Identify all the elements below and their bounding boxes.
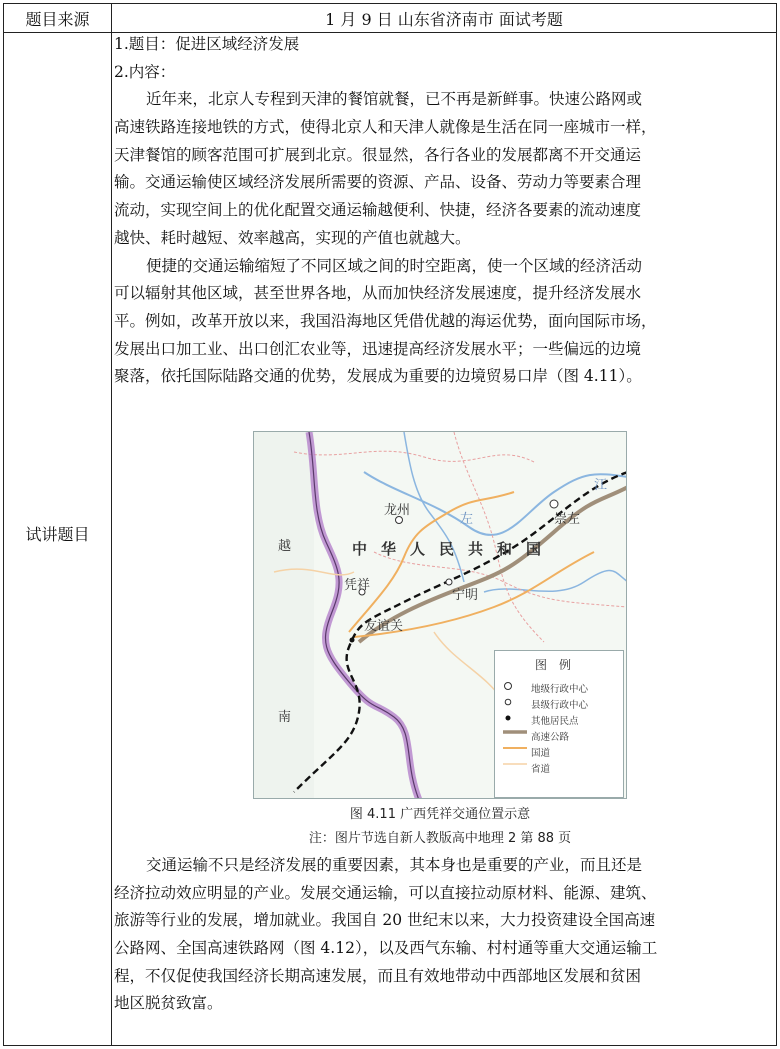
paragraph-line: 程，不仅促使我国经济长期高速发展，而且有效地带动中西部地区发展和贫困 (114, 966, 642, 985)
lecture-content (114, 31, 766, 391)
legend-title: 图例 (534, 658, 583, 672)
paragraph-line: 输。交通运输使区域经济发展所需要的资源、产品、设备、劳动力等要素合理 (114, 173, 642, 192)
vietnam-label-bottom: 南 (278, 710, 292, 725)
paragraph-line: 便捷的交通运输缩短了不同区域之间的时空距离，使一个区域的经济活动 (146, 256, 643, 275)
paragraph-line: 发展出口加工业、出口创汇农业等，迅速提高经济发展水平；一些偏远的边境 (114, 339, 642, 358)
legend-label: 县级行政中心 (531, 700, 589, 711)
legend-label: 地级行政中心 (531, 684, 589, 695)
place-longzhou: 龙州 (384, 503, 411, 518)
figure-note: 注：图片节选自新人教版高中地理 2 第 88 页 (308, 831, 572, 846)
country-label: 中华人民共和国 (352, 540, 556, 558)
legend-item (503, 697, 588, 711)
river-label-jiang: 江 (594, 478, 608, 493)
paragraph-line: 天津餐馆的顾客范围可扩展到北京。很显然，各行各业的发展都离不开交通运 (114, 145, 642, 164)
paragraph-line: 流动，实现空间上的优化配置交通运输越便利、快捷，经济各要素的流动速度 (114, 201, 642, 220)
legend-label: 其他居民点 (531, 716, 579, 727)
legend-item (503, 729, 569, 743)
legend-label: 省道 (531, 764, 551, 775)
place-chongzuo: 崇左 (554, 512, 581, 527)
paragraph-line: 公路网、全国高速铁路网（图 4.12），以及西气东输、村村通等重大交通运输工 (114, 939, 658, 958)
legend-label: 国道 (531, 748, 551, 759)
paragraph-line: 交通运输不只是经济发展的重要因素，其本身也是重要的产业，而且还是 (146, 856, 643, 874)
legend-item (503, 713, 579, 727)
paragraph-line: 地区脱贫致富。 (114, 994, 223, 1013)
header-source-label: 题目来源 (25, 9, 90, 29)
legend-label: 高速公路 (531, 732, 570, 743)
place-pingxiang: 凭祥 (344, 578, 371, 593)
map-legend (494, 650, 624, 798)
paragraph-line: 可以辐射其他区域，甚至世界各地，从而加快经济发展速度，提升经济发展水 (114, 284, 642, 303)
vietnam-label-top: 越 (278, 539, 292, 554)
paragraph-line: 聚落，依托国际陆路交通的优势，发展成为重要的边境贸易口岸（图 4.11）。 (114, 367, 642, 386)
column-divider (111, 4, 112, 1045)
row-label-lecture-topic: 试讲题目 (25, 525, 90, 544)
place-youyiguan: 友谊关 (364, 619, 404, 634)
legend-item (503, 761, 550, 775)
legend-item (503, 681, 588, 695)
topic-title: 1.题目：促进区域经济发展 (114, 35, 300, 53)
paragraph-line: 高速铁路连接地铁的方式，使得北京人和天津人就像是生活在同一座城市一样， (114, 118, 657, 137)
header-source-value: 1 月 9 日 山东省济南市 面试考题 (325, 9, 563, 29)
legend-item (503, 745, 550, 759)
place-ningming: 宁明 (452, 588, 479, 603)
figure-caption: 图 4.11 广西凭祥交通位置示意 (349, 807, 531, 822)
paragraph-2 (114, 253, 766, 391)
river-label-zuo: 左 (460, 512, 474, 527)
pingxiang-transport-map (253, 431, 627, 799)
paragraph-line: 近年来，北京人专程到天津的餐馆就餐，已不再是新鲜事。快速公路网或 (146, 90, 643, 109)
paragraph-line: 平。例如，改革开放以来，我国沿海地区凭借优越的海运优势，面向国际市场， (114, 311, 657, 330)
paragraph-line: 经济拉动效应明显的产业。发展交通运输，可以直接拉动原材料、能源、建筑、 (114, 883, 657, 902)
paragraph-line: 旅游等行业的发展，增加就业。我国自 20 世纪末以来，大力投资建设全国高速 (114, 911, 656, 930)
paragraph-3 (114, 852, 766, 1018)
content-label: 2.内容： (114, 62, 176, 81)
paragraph-line: 越快、耗时越短、效率越高，实现的产值也就越大。 (114, 228, 471, 247)
paragraph-1 (114, 86, 766, 252)
